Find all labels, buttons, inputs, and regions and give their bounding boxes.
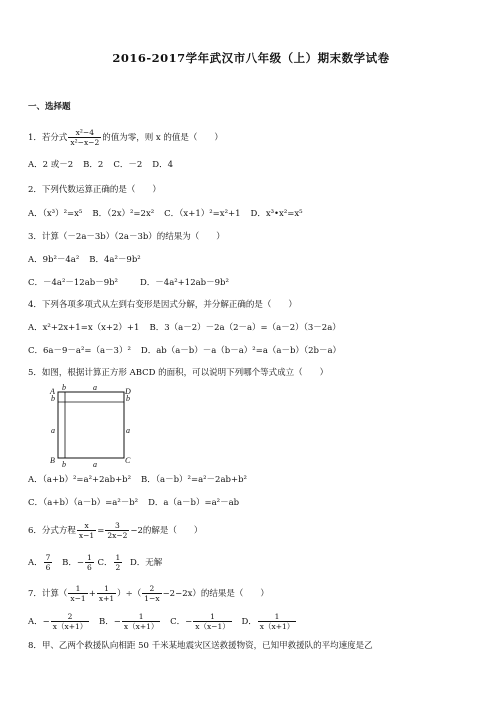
q3-option-c: C．－4a²－12ab－9b²	[28, 278, 118, 288]
q7-option-c-frac	[193, 612, 232, 631]
q7-option-b-frac	[122, 612, 161, 631]
q7-option-c	[170, 612, 233, 631]
q7-option-b-prefix: B．−	[98, 617, 121, 627]
q7-c-num: 1	[193, 612, 232, 622]
q2-option-b: B．（2x）²=2x²	[92, 209, 155, 219]
q6-option-a-prefix: A．	[28, 558, 43, 568]
q7-option-d	[241, 612, 297, 631]
q6-option-b-frac	[85, 553, 94, 572]
q7-t2-num: 1	[97, 584, 116, 594]
q6-a-num: 7	[45, 553, 51, 562]
q6-b-den: 6	[87, 563, 92, 572]
q4-options-row1	[28, 322, 351, 334]
q6-option-c	[97, 553, 123, 572]
q7-options	[28, 612, 297, 631]
label-b-left: b	[51, 394, 55, 403]
q1-frac-num: x²−4	[68, 128, 101, 138]
q5-options-row1	[28, 474, 257, 486]
q3-option-a: A．9b²－4a²	[28, 255, 80, 265]
q7-plus: +	[88, 589, 96, 599]
q7-term2-frac	[97, 584, 116, 603]
q7-t2-den: x+1	[98, 594, 115, 603]
q1-option-c: C．－2	[113, 160, 143, 170]
q7-term3-frac	[142, 584, 161, 603]
question-2: 2．下列代数运算正确的是（ ）	[28, 185, 161, 195]
label-b-top: b	[62, 384, 66, 392]
q3-option-b: B．4a²－9b²	[89, 255, 141, 265]
q6-c-num: 1	[115, 553, 121, 562]
label-a-top: a	[93, 384, 97, 392]
q6-a-den: 6	[45, 563, 51, 572]
q7-a-den: x（x+1）	[52, 622, 88, 631]
q6-b-num: 1	[87, 553, 92, 562]
q1-stem-post: 的值为零，则 x 的值是（ ）	[102, 133, 223, 143]
q1-option-d: D．4	[152, 160, 173, 170]
q7-d-num: 1	[258, 612, 297, 622]
q6-rhs-num: 3	[105, 521, 129, 531]
q7-d-den: x（x+1）	[259, 622, 295, 631]
page-title: 2016-2017学年武汉市八年级（上）期末数学试卷	[112, 51, 390, 65]
q6-option-a-frac	[44, 553, 53, 572]
label-a-bottom: a	[93, 460, 97, 468]
q7-option-b	[98, 612, 161, 631]
q6-rhs-den: 2x−2	[107, 531, 128, 540]
q4-option-a: A．x²+2x+1=x（x+2）+1	[28, 323, 140, 333]
q1-fraction	[68, 128, 101, 147]
label-vertex-c: C	[125, 456, 131, 465]
q6-option-b-prefix: B．−	[62, 558, 84, 568]
q6-stem-post: −2的解是（ ）	[130, 526, 203, 536]
q7-c-den: x（x−1）	[195, 622, 230, 631]
q7-term1-frac	[68, 584, 87, 603]
label-vertex-a: A	[50, 387, 55, 396]
q6-option-b	[62, 553, 95, 572]
q4-option-c: C．6a－9－a²=（a－3）²	[28, 346, 131, 356]
q6-rhs-fraction	[105, 521, 129, 540]
question-6	[28, 521, 202, 540]
q2-option-a: A．（x³）²=x⁵	[28, 209, 83, 219]
label-b-bottom: b	[62, 460, 66, 468]
q5-options-row2	[28, 497, 249, 509]
q2-option-d: D．x³•x²=x⁵	[250, 209, 303, 219]
question-5: 5．如图，根据计算正方形 ABCD 的面积，可以说明下列哪个等式成立（ ）	[28, 368, 329, 378]
q5-option-a: A．（a+b）²=a²+2ab+b²	[28, 475, 132, 485]
q4-options-row2	[28, 345, 351, 357]
q1-option-b: B．2	[83, 160, 104, 170]
q5-option-b: B．（a－b）²=a²－2ab+b²	[141, 475, 247, 485]
q2-options	[28, 208, 313, 220]
q7-t3-num: 2	[142, 584, 161, 594]
q6-stem-pre: 6．分式方程	[28, 526, 76, 536]
q6-equals: =	[97, 526, 105, 536]
question-4: 4．下列各项多项式从左到右变形是因式分解，并分解正确的是（ ）	[28, 300, 297, 310]
question-7	[28, 584, 269, 603]
q2-option-c: C．（x+1）²=x²+1	[164, 209, 241, 219]
q3-options-row2	[28, 277, 239, 289]
q7-option-a-prefix: A．−	[28, 617, 50, 627]
q7-mid: ）÷（	[117, 589, 142, 599]
q3-options-row1	[28, 254, 151, 266]
q7-option-a	[28, 612, 90, 631]
q7-b-num: 1	[122, 612, 161, 622]
q6-option-a	[28, 553, 53, 572]
q5-option-d: D．a（a－b）=a²－ab	[148, 498, 240, 508]
q7-option-d-prefix: D．	[241, 617, 257, 627]
label-a-left: a	[51, 426, 55, 435]
q5-option-c: C．（a+b）（a－b）=a²－b²	[28, 498, 139, 508]
q7-stem-pre: 7．计算（	[28, 589, 68, 599]
label-b-right: b	[126, 394, 130, 403]
square-abcd-figure	[48, 384, 138, 468]
q7-a-num: 2	[51, 612, 90, 622]
label-vertex-d: D	[125, 387, 131, 396]
q1-option-a: A．2 或－2	[28, 160, 74, 170]
q6-c-den: 2	[115, 563, 121, 572]
q7-stem-post: −2−2x）的结果是（ ）	[162, 589, 269, 599]
q7-t1-num: 1	[68, 584, 87, 594]
label-vertex-b: B	[50, 456, 55, 465]
q3-option-d: D．－4a²+12ab－9b²	[139, 278, 229, 288]
q7-option-c-prefix: C．−	[170, 617, 193, 627]
q1-stem-pre: 1．若分式	[28, 133, 68, 143]
label-a-right: a	[126, 426, 130, 435]
q6-lhs-num: x	[77, 521, 96, 531]
q4-option-d: D．ab（a－b）－a（b－a）²=a（a－b）（2b－a）	[140, 346, 342, 356]
question-3: 3．计算（－2a－3b）（2a－3b）的结果为（ ）	[28, 232, 225, 242]
q7-t1-den: x−1	[70, 594, 86, 603]
q6-option-c-prefix: C．	[97, 558, 113, 568]
q4-option-b: B．3（a－2）－2a（2－a）=（a－2）（3－2a）	[149, 323, 341, 333]
q6-option-c-frac	[114, 553, 123, 572]
q7-option-d-frac	[258, 612, 297, 631]
section-heading: 一、选择题	[28, 102, 71, 112]
question-8: 8．甲、乙两个救援队向相距 50 千米某地震灾区送救援物资，已知甲救援队的平均速度是乙	[28, 641, 373, 651]
q6-lhs-den: x−1	[78, 531, 95, 540]
q6-options	[28, 553, 162, 572]
question-1	[28, 128, 223, 147]
q7-b-den: x（x+1）	[123, 622, 159, 631]
q7-option-a-frac	[51, 612, 90, 631]
q1-frac-den: x²−x−2	[70, 138, 100, 147]
q1-options	[28, 159, 183, 171]
q6-option-d: D．无解	[129, 558, 163, 568]
q7-t3-den: 1−x	[144, 594, 160, 603]
q6-lhs-fraction	[77, 521, 96, 540]
